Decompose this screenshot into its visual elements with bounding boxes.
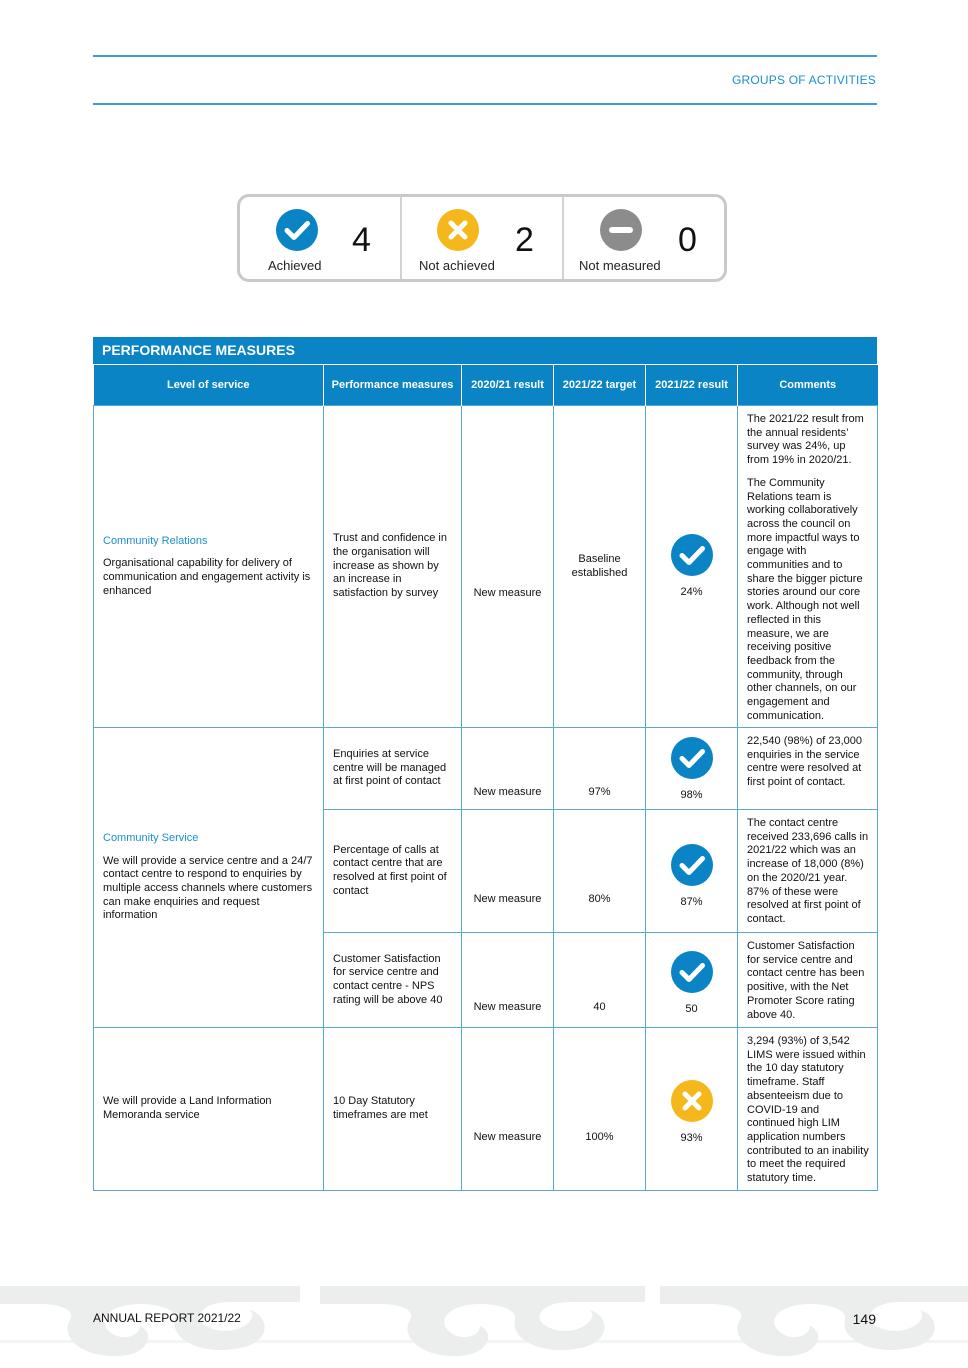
previous-result-cell: New measure — [462, 933, 554, 1028]
header-rule-bottom — [93, 103, 877, 105]
comment-text: 22,540 (98%) of 23,000 enquiries in the service centre were resolved at first point of contact. — [747, 735, 862, 789]
table-row — [94, 406, 878, 728]
summary-label: Achieved — [268, 258, 322, 273]
performance-measures-table — [93, 337, 877, 1191]
result-cell — [646, 728, 738, 810]
comments-cell — [738, 810, 878, 933]
comment-text: The Community Relations team is working collaboratively across the council on more impactful ways to engage with communities and to share the bigger picture stories around our core work. Although not well reflected in this measure, we are receiving positive feedback from the community, through other channels, on our engagement and communication. — [747, 476, 863, 722]
comments-cell — [738, 406, 878, 728]
check-circle-icon — [671, 534, 713, 576]
comment-text: 3,294 (93%) of 3,542 LIMS were issued within the 10 day statutory timeframe. Staff absenteeism due to COVID-19 and continued high LIM application numbers contributed to an inability to meet the required statutory time. — [747, 1035, 869, 1185]
level-of-service-text: We will provide a service centre and a 24/7 contact centre to respond to enquiries by multiple access channels where customers can make enquiries and request information — [103, 854, 313, 922]
comments-cell — [738, 728, 878, 810]
summary-not-measured — [564, 197, 724, 279]
table-row — [94, 1028, 878, 1191]
target-cell: 100% — [554, 1028, 646, 1191]
cross-circle-icon — [671, 1080, 713, 1122]
check-circle-icon — [671, 951, 713, 993]
result-value: 93% — [680, 1132, 703, 1145]
performance-measure-cell: Customer Satisfaction for service centre and contact centre - NPS rating will be above 40 — [324, 933, 462, 1028]
summary-count: 4 — [352, 221, 371, 259]
performance-measure-cell: Trust and confidence in the organisation will increase as shown by an increase in satisfaction by survey — [324, 406, 462, 728]
performance-measure-cell: 10 Day Statutory timeframes are met — [324, 1028, 462, 1191]
comment-text: The contact centre received 233,696 calls in 2021/22 which was an increase of 18,000 (8%) on the 2020/21 year. 87% of these were resolved at first point of contact. — [747, 817, 869, 925]
previous-result-cell: New measure — [462, 1028, 554, 1191]
header-rule-top — [93, 55, 877, 57]
minus-circle-icon — [600, 209, 642, 251]
summary-label: Not measured — [579, 258, 661, 273]
result-value: 98% — [680, 789, 703, 802]
target-cell: 80% — [554, 810, 646, 933]
column-header: Level of service — [94, 365, 324, 406]
page-number: 149 — [852, 1311, 876, 1327]
result-value: 24% — [680, 585, 703, 598]
result-cell — [646, 933, 738, 1028]
comments-cell — [738, 933, 878, 1028]
column-header: Comments — [738, 365, 878, 406]
summary-count: 2 — [515, 221, 534, 259]
comment-text: Customer Satisfaction for service centre and contact centre has been positive, with the Net Promoter Score rating above 40. — [747, 940, 865, 1021]
column-header: Performance measures — [324, 365, 462, 406]
result-cell — [646, 1028, 738, 1191]
summary-label: Not achieved — [419, 258, 495, 273]
table-title: PERFORMANCE MEASURES — [93, 337, 877, 364]
level-of-service-title: Community Service — [103, 831, 199, 844]
check-circle-icon — [671, 844, 713, 886]
result-value: 50 — [685, 1003, 698, 1016]
previous-result-cell: New measure — [462, 406, 554, 728]
check-circle-icon — [276, 209, 318, 251]
table-header-row — [94, 365, 878, 406]
comment-text: The 2021/22 result from the annual residents’ survey was 24%, up from 19% in 2020/21. — [747, 413, 864, 467]
summary-count: 0 — [678, 221, 697, 259]
comments-cell — [738, 1028, 878, 1191]
target-cell: Baseline established — [554, 406, 646, 728]
previous-result-cell: New measure — [462, 810, 554, 933]
performance-measure-cell: Enquiries at service centre will be managed at first point of contact — [324, 728, 462, 810]
level-of-service-text: Organisational capability for delivery of communication and engagement activity is enhanced — [103, 557, 311, 597]
result-cell — [646, 406, 738, 728]
level-of-service-cell — [94, 406, 324, 728]
target-cell: 40 — [554, 933, 646, 1028]
column-header: 2021/22 result — [646, 365, 738, 406]
performance-measure-cell: Percentage of calls at contact centre that are resolved at first point of contact — [324, 810, 462, 933]
level-of-service-cell — [94, 1028, 324, 1191]
column-header: 2020/21 result — [462, 365, 554, 406]
table-row — [94, 728, 878, 810]
cross-circle-icon — [437, 209, 479, 251]
level-of-service-title: Community Relations — [103, 534, 208, 547]
summary-not-achieved — [402, 197, 564, 279]
result-cell — [646, 810, 738, 933]
level-of-service-cell — [94, 728, 324, 1028]
result-value: 87% — [680, 896, 703, 909]
section-label: GROUPS OF ACTIVITIES — [731, 73, 876, 87]
previous-result-cell: New measure — [462, 728, 554, 810]
footer-report-title: ANNUAL REPORT 2021/22 — [93, 1311, 241, 1325]
target-cell: 97% — [554, 728, 646, 810]
check-circle-icon — [671, 737, 713, 779]
summary-achieved — [240, 197, 402, 279]
status-summary — [237, 194, 727, 282]
level-of-service-text: We will provide a Land Information Memoranda service — [103, 1095, 272, 1121]
column-header: 2021/22 target — [554, 365, 646, 406]
